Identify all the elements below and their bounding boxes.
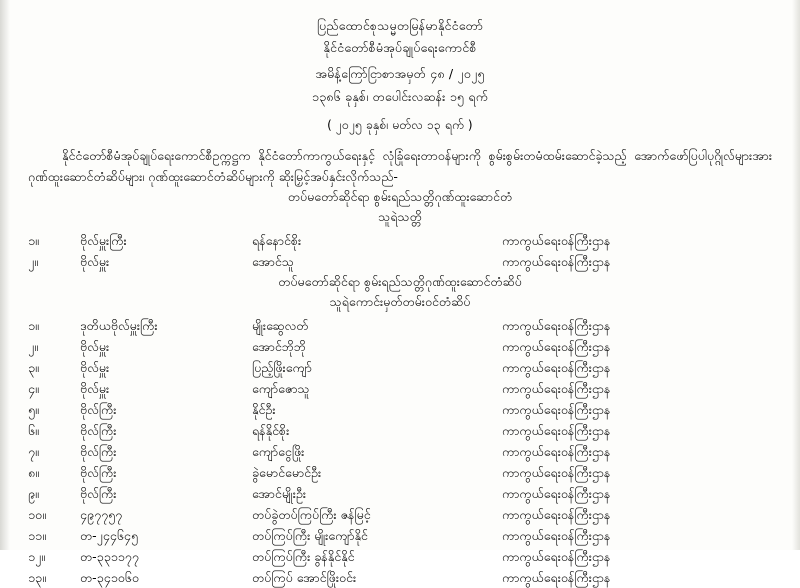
row-department: ကာကွယ်ရေးဝန်ကြီးဌာန (502, 486, 611, 501)
row-number: ၃။ (28, 360, 39, 375)
row-number: ၄။ (28, 381, 39, 396)
document-header (28, 16, 772, 135)
row-rank: တ-၃၄၁၀၆၀ (80, 570, 139, 585)
row-name: အောင်မျိုးဦး (252, 486, 307, 501)
section1-title: တပ်မတော်ဆိုင်ရာ စွမ်းရည်သတ္တိဂုဏ်ထူးဆောင်တံ (287, 189, 513, 204)
row-name: တပ်ကြပ်ကြီး ခွန်နိုင်နိုင် (252, 549, 355, 564)
row-rank: ဗိုလ်မှူး (80, 339, 110, 354)
row-rank: ဗိုလ်ကြီး (80, 486, 117, 501)
table-row (28, 336, 772, 357)
row-department: ကာကွယ်ရေးဝန်ကြီးဌာန (502, 423, 611, 438)
table-row (28, 462, 772, 483)
row-rank: တ-၃၃၁၁၇၇ (80, 549, 139, 564)
table-row (28, 315, 772, 336)
section2-title: တပ်မတော်ဆိုင်ရာ စွမ်းရည်သတ္တိဂုဏ်ထူးဆောင်တံဆိပ် (278, 274, 522, 289)
row-name: ကျော်ဇောသူ (252, 381, 310, 396)
row-number: ၂။ (28, 254, 38, 269)
table-row (28, 378, 772, 399)
section2-table (28, 315, 772, 588)
row-name: နိုင်ဦး (252, 402, 276, 417)
row-department: ကာကွယ်ရေးဝန်ကြီးဌာန (502, 339, 611, 354)
row-number: ၂။ (28, 339, 38, 354)
table-row (28, 567, 772, 588)
row-number: ၁၂။ (28, 549, 45, 564)
row-number: ၉။ (28, 486, 39, 501)
row-name: ခွဲမောင်မောင်ဦး (252, 465, 322, 480)
row-department: ကာကွယ်ရေးဝန်ကြီးဌာန (502, 528, 611, 543)
row-rank: ဗိုလ်မှူး (80, 360, 110, 375)
row-number: ၇။ (28, 444, 39, 459)
row-department: ကာကွယ်ရေးဝန်ကြီးဌာန (502, 507, 611, 522)
row-number: ၁။ (28, 233, 39, 248)
row-name: ပြည့်ဖြိုးကျော် (252, 360, 312, 375)
row-department: ကာကွယ်ရေးဝန်ကြီးဌာန (502, 318, 611, 333)
row-name: တပ်ကြပ် အောင်ဖြိုးဝင်း (252, 570, 357, 585)
row-name: မျိုးဆွေလတ် (252, 318, 309, 333)
row-rank: ဗိုလ်မှူးကြီး (80, 233, 127, 248)
section1-subtitle: သူရဲသတ္တိ (378, 209, 422, 224)
row-department: ကာကွယ်ရေးဝန်ကြီးဌာန (502, 570, 611, 585)
row-rank: ဗိုလ်ကြီး (80, 402, 117, 417)
table-row (28, 504, 772, 525)
row-department: ကာကွယ်ရေးဝန်ကြီးဌာန (502, 360, 611, 375)
table-row (28, 483, 772, 504)
table-row (28, 546, 772, 567)
row-number: ၁။ (28, 318, 39, 333)
row-rank: ဗိုလ်ကြီး (80, 444, 117, 459)
row-number: ၁၃။ (28, 570, 46, 585)
row-rank: ဒုတိယဗိုလ်မှူးကြီး (80, 318, 158, 333)
row-rank: ဗိုလ်မှူး (80, 254, 110, 269)
row-department: ကာကွယ်ရေးဝန်ကြီးဌာန (502, 254, 611, 269)
table-row (28, 420, 772, 441)
row-name: အောင်ဘိုဘို (252, 339, 306, 354)
row-rank: ဗိုလ်မှူး (80, 381, 110, 396)
row-rank: တ-၂၄၄၆၄၅ (80, 528, 138, 543)
header-line-notification-number: အမိန့်ကြော်ငြာစာအမှတ် ၄၈ / ၂၀၂၅ (315, 66, 485, 81)
table-row (28, 399, 772, 420)
header-line-council: နိုင်ငံတော်စီမံအုပ်ချုပ်ရေးကောင်စီ (323, 40, 477, 55)
row-name: အောင်သူ (252, 254, 294, 269)
document-paragraph (28, 145, 772, 187)
row-name: ရန်နိုင်စိုး (252, 423, 290, 438)
paragraph-text: နိုင်ငံတော်စီမံအုပ်ချုပ်ရေးကောင်စီဥက္ကဋ္ဌက နိုင်ငံတော်ကာကွယ်ရေးနှင့် လုံခြုံရေးတာဝန်များကို စွမ်းစွမ်းတမံထမ်းဆောင်ခဲ့သည့် အောက်ဖော်ပြပါပုဂ္ဂိုလ်များအား ဂုဏ်ထူးဆောင်တံဆိပ်များ၊ ဂုဏ်ထူးဆောင်တံဆိပ်များကို ဆိုးမြှင့်အပ်နှင်းလိုက်သည်- (28, 148, 772, 184)
row-department: ကာကွယ်ရေးဝန်ကြီးဌာန (502, 381, 611, 396)
row-name: ရန်နောင်စိုး (252, 233, 302, 248)
row-number: ၆။ (28, 423, 39, 438)
table-row (28, 230, 772, 251)
row-rank: ၄၉၇၇၅၇ (80, 507, 123, 522)
row-rank: ဗိုလ်ကြီး (80, 423, 117, 438)
row-name: တပ်ခွဲတပ်ကြပ်ကြီး ဇန်မြင့် (252, 507, 371, 522)
row-number: ၅။ (28, 402, 39, 417)
row-name: ကျော်ငွေဖြိုး (252, 444, 305, 459)
row-department: ကာကွယ်ရေးဝန်ကြီးဌာန (502, 444, 611, 459)
table-row (28, 251, 772, 272)
row-number: ၁၀။ (28, 507, 46, 522)
header-line-gregorian-date: ( ၂၀၂၅ ခုနှစ်၊ မတ်လ ၁၃ ရက် ) (327, 118, 473, 132)
row-department: ကာကွယ်ရေးဝန်ကြီးဌာန (502, 465, 611, 480)
row-rank: ဗိုလ်ကြီး (80, 465, 117, 480)
section2-subtitle: သူရဲကောင်းမှတ်တမ်းဝင်တံဆိပ် (329, 294, 471, 309)
row-department: ကာကွယ်ရေးဝန်ကြီးဌာန (502, 233, 611, 248)
row-number: ၁၁။ (28, 528, 46, 543)
row-name: တပ်ကြပ်ကြီး မျိုးကျော်နိုင် (252, 528, 368, 543)
table-row (28, 441, 772, 462)
table-row (28, 357, 772, 378)
row-number: ၈။ (28, 465, 39, 480)
row-department: ကာကွယ်ရေးဝန်ကြီးဌာန (502, 402, 611, 417)
header-line-country: ပြည်ထောင်စုသမ္မတမြန်မာနိုင်ငံတော် (316, 18, 484, 33)
row-department: ကာကွယ်ရေးဝန်ကြီးဌာန (502, 549, 611, 564)
section1-table (28, 230, 772, 272)
header-line-burmese-date: ၁၃၈၆ ခုနှစ်၊ တပေါင်းလဆန်း ၁၅ ရက် (311, 89, 489, 104)
table-row (28, 525, 772, 546)
